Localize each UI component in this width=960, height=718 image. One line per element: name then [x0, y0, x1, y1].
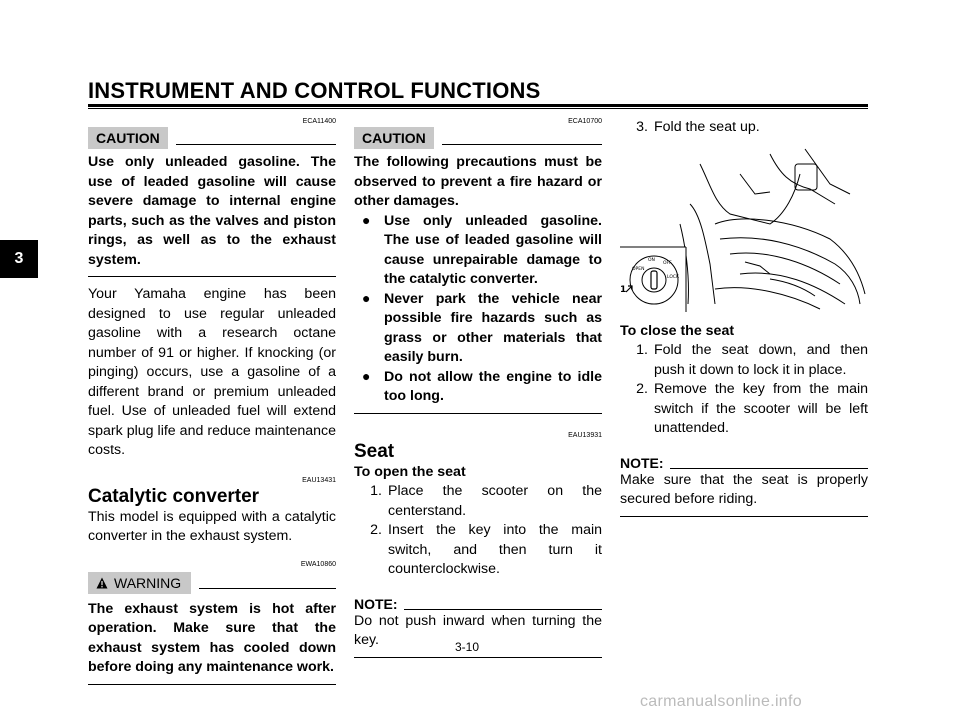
column-2: [354, 118, 602, 658]
caution-end-rule: [88, 276, 336, 277]
caution-badge: CAUTION: [88, 127, 168, 149]
catalytic-text: This model is equipped with a catalytic converter in the exhaust system.: [88, 508, 336, 544]
key-label-open: OPEN: [632, 266, 645, 272]
title-rule: [88, 104, 868, 107]
bullet-text: Do not allow the engine to idle too long.: [384, 368, 602, 404]
seat-illustration: [620, 144, 868, 312]
column-3: [620, 118, 868, 517]
note-text: Make sure that the seat is properly secured before riding.: [620, 471, 868, 507]
warning-end-rule: [88, 684, 336, 685]
step-item: [620, 118, 868, 138]
step-item: [354, 482, 602, 521]
column-1: [88, 118, 336, 685]
warning-rule: [199, 588, 336, 589]
caution2-code: ECA10700: [568, 118, 602, 125]
caution2-rule: [442, 144, 602, 145]
step-item: [620, 380, 868, 439]
step-text: Fold the seat down, and then push it down to lock it in place.: [654, 342, 868, 378]
bullet-text: Never park the vehicle near possible fire hazards such as grass or other materials that easily burn.: [384, 290, 602, 365]
warning-text: The exhaust system is hot after operation. Make sure that the exhaust system has cooled down before doing any maintenance work.: [88, 600, 336, 675]
key-label-off: OFF: [663, 260, 672, 266]
warning-code: EWA10860: [300, 560, 336, 568]
note-label: NOTE:: [620, 454, 664, 471]
step-number: 2.: [370, 522, 382, 538]
note-end-rule: [620, 516, 868, 517]
note-label: NOTE:: [354, 595, 398, 612]
caution2-intro: The following precautions must be observed to prevent a fire hazard or other damages.: [354, 154, 602, 209]
seat-code: EAU13931: [568, 431, 602, 439]
bullet-item: [362, 212, 602, 290]
step-item: [354, 521, 602, 580]
title-rule-thin: [88, 108, 868, 109]
watermark: carmanualsonline.info: [640, 693, 802, 710]
warning-triangle-icon: [96, 577, 108, 589]
caution-text: Use only unleaded gasoline. The use of leaded gasoline will cause severe damage to internal engine parts, such as the valves and piston rings, as well as to the exhaust system.: [88, 154, 336, 268]
step-number: 3.: [636, 119, 648, 135]
key-label-lock: LOCK: [667, 274, 679, 280]
open-seat-subhead: To open the seat: [354, 463, 466, 480]
warning-badge: [88, 572, 191, 594]
bullet-item: [362, 368, 602, 407]
step-item: [620, 341, 868, 380]
close-seat-subhead: To close the seat: [620, 322, 735, 339]
figure-callout-1: 1: [620, 284, 627, 295]
page-title: INSTRUMENT AND CONTROL FUNCTIONS: [88, 78, 541, 103]
seat-heading: Seat: [354, 440, 395, 462]
caution2-end-rule: [354, 413, 602, 414]
bullet-dot-icon: ●: [362, 367, 371, 384]
caution-code: ECA11400: [302, 118, 336, 125]
page-number: 3-10: [455, 640, 480, 654]
step-number: 2.: [636, 381, 648, 397]
fuel-body-text: Your Yamaha engine has been designed to use regular unleaded gasoline with a research octane number of 91 or higher. If knocking (or pinging) occurs, use a gasoline of a different brand or premium unleaded fuel. Use of unleaded fuel will extend spark plug life and reduce maintenance costs.: [88, 286, 336, 458]
note-rule: [404, 609, 602, 610]
step-text: Fold the seat up.: [654, 119, 760, 135]
step-text: Place the scooter on the centerstand.: [388, 483, 602, 519]
step-text: Insert the key into the main switch, and then turn it counterclockwise.: [388, 522, 602, 577]
chapter-tab-label: 3: [14, 250, 24, 267]
note-text: Do not push inward when turning the key.: [354, 612, 602, 648]
bullet-text: Use only unleaded gasoline. The use of leaded gasoline will cause unrepairable damage to the catalytic converter.: [384, 212, 602, 287]
note-rule: [670, 468, 868, 469]
catalytic-heading: Catalytic converter: [88, 485, 260, 507]
bullet-item: [362, 290, 602, 368]
step-number: 1.: [370, 483, 382, 499]
chapter-tab: [0, 240, 38, 278]
bullet-dot-icon: ●: [362, 289, 371, 306]
key-label-on: ON: [648, 257, 655, 263]
caution-rule: [176, 144, 336, 145]
catalytic-code: EAU13431: [302, 476, 336, 484]
step-number: 1.: [636, 342, 648, 358]
bullet-dot-icon: ●: [362, 211, 371, 228]
note-end-rule: [354, 657, 602, 658]
step-text: Remove the key from the main switch if the scooter will be left unattended.: [654, 381, 868, 436]
warning-label: WARNING: [114, 574, 182, 591]
caution2-badge: CAUTION: [354, 127, 434, 149]
